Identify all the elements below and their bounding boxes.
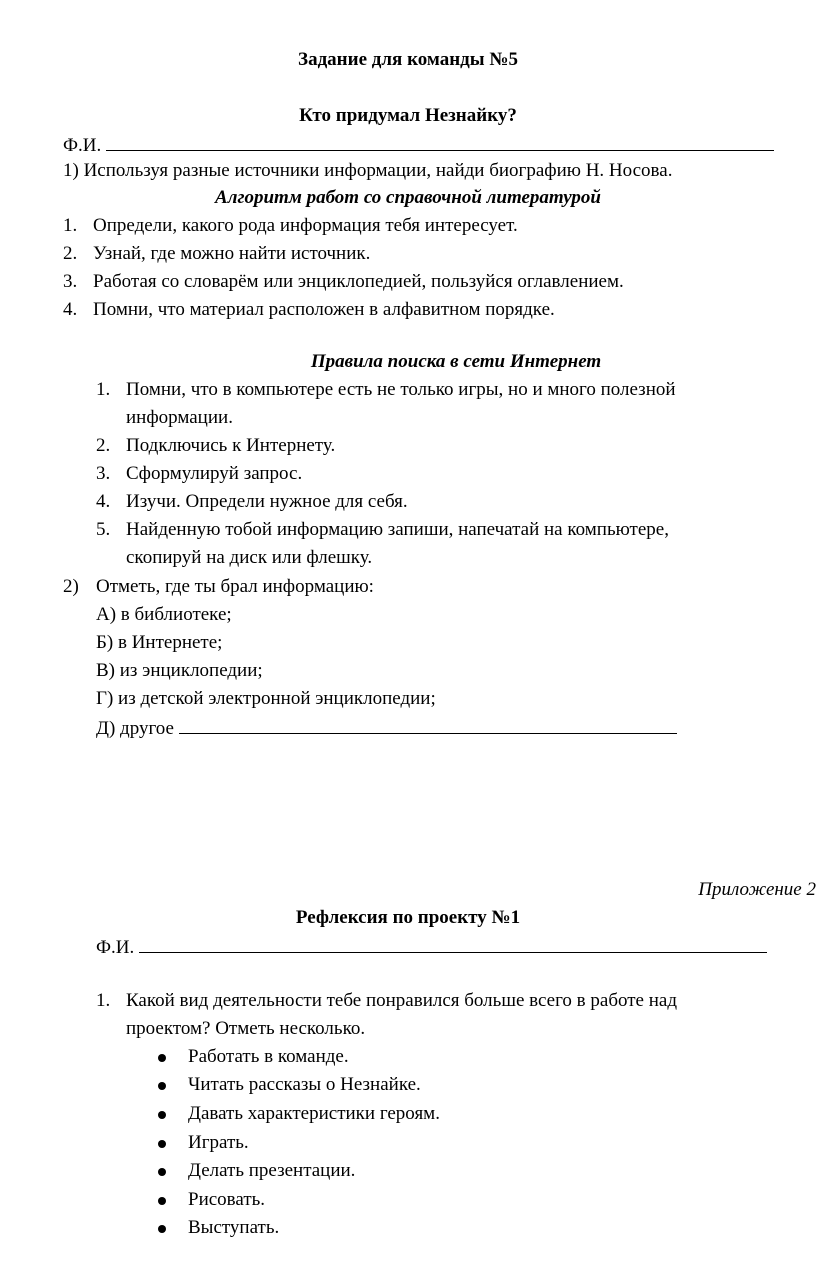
rule-item: Помни, что в компьютере есть не только игры, но и много полезной (126, 379, 676, 400)
rule-item-number: 4. (96, 491, 111, 512)
algorithm-item-number: 1. (63, 215, 78, 236)
option-other (96, 713, 677, 743)
activity-item: Читать рассказы о Незнайке. (188, 1074, 421, 1095)
bullet-icon (158, 1082, 166, 1090)
rule-item: Подключись к Интернету. (126, 435, 336, 456)
task-2-number: 2) (63, 576, 79, 597)
activity-item: Работать в команде. (188, 1046, 349, 1067)
reflection-fio-line (96, 932, 767, 962)
rule-item: Найденную тобой информацию запиши, напечатай на компьютере, (126, 519, 669, 540)
reflection-title: Рефлексия по проекту №1 (295, 907, 521, 928)
rule-item: Изучи. Определи нужное для себя. (126, 491, 408, 512)
rule-item-number: 1. (96, 379, 111, 400)
fio-line (63, 130, 774, 160)
task-1: 1) Используя разные источники информации, найди биографию Н. Носова. (63, 160, 673, 181)
rule-item-number: 5. (96, 519, 111, 540)
rule-item: Сформулируй запрос. (126, 463, 303, 484)
worksheet-title: Задание для команды №5 (298, 49, 518, 70)
fio-label: Ф.И. (63, 135, 102, 156)
activity-item: Выступать. (188, 1217, 280, 1238)
rule-item-number: 2. (96, 435, 111, 456)
appendix-label: Приложение 2 (698, 879, 816, 900)
rule-item-number: 3. (96, 463, 111, 484)
algorithm-item: Определи, какого рода информация тебя интересует. (93, 215, 518, 236)
question-1-number: 1. (96, 990, 111, 1011)
algorithm-heading: Алгоритм работ со справочной литературой (215, 187, 601, 208)
answer-option: В) из энциклопедии; (96, 660, 263, 681)
algorithm-item: Помни, что материал расположен в алфавитном порядке. (93, 299, 555, 320)
answer-option: Б) в Интернете; (96, 632, 223, 653)
rule-item-continuation: информации. (126, 407, 233, 428)
bullet-icon (158, 1111, 166, 1119)
algorithm-item: Узнай, где можно найти источник. (93, 243, 371, 264)
rule-item-continuation: скопируй на диск или флешку. (126, 547, 373, 568)
answer-option: А) в библиотеке; (96, 604, 232, 625)
option-other-label: Д) другое (96, 718, 174, 739)
algorithm-item: Работая со словарём или энциклопедией, пользуйся оглавлением. (93, 271, 624, 292)
activity-item: Рисовать. (188, 1189, 266, 1210)
fio-blank[interactable] (106, 130, 774, 151)
activity-item: Играть. (188, 1132, 249, 1153)
task-2: Отметь, где ты брал информацию: (96, 576, 374, 597)
activity-item: Давать характеристики героям. (188, 1103, 440, 1124)
activity-item: Делать презентации. (188, 1160, 356, 1181)
bullet-icon (158, 1140, 166, 1148)
bullet-icon (158, 1225, 166, 1233)
worksheet-subtitle: Кто придумал Незнайку? (299, 105, 517, 126)
question-1-line-2: проектом? Отметь несколько. (126, 1018, 366, 1039)
bullet-icon (158, 1197, 166, 1205)
algorithm-item-number: 4. (63, 299, 78, 320)
reflection-fio-label: Ф.И. (96, 937, 135, 958)
question-1-line-1: Какой вид деятельности тебе понравился больше всего в работе над (126, 990, 677, 1011)
answer-option: Г) из детской электронной энциклопедии; (96, 688, 436, 709)
algorithm-item-number: 2. (63, 243, 78, 264)
bullet-icon (158, 1168, 166, 1176)
rules-heading: Правила поиска в сети Интернет (310, 351, 602, 372)
algorithm-item-number: 3. (63, 271, 78, 292)
option-other-blank[interactable] (179, 713, 677, 734)
bullet-icon (158, 1054, 166, 1062)
reflection-fio-blank[interactable] (139, 932, 767, 953)
